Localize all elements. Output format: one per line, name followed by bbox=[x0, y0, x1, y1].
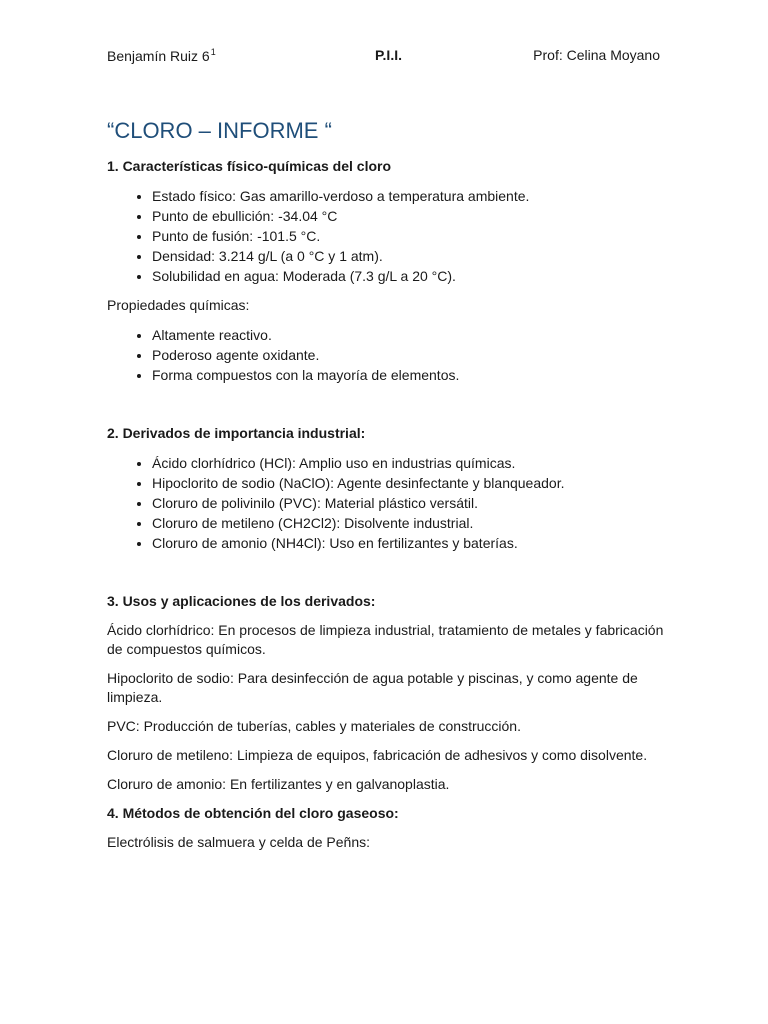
teacher-name: Prof: Celina Moyano bbox=[533, 47, 660, 63]
section-heading-2: 2. Derivados de importancia industrial: bbox=[107, 425, 366, 441]
footnote-marker: 1 bbox=[210, 47, 216, 57]
list-item: • Cloruro de polivinilo (PVC): Material plástico versátil. bbox=[152, 493, 667, 513]
derivatives-list bbox=[107, 453, 667, 553]
section-heading-4: 4. Métodos de obtención del cloro gaseoso: bbox=[107, 805, 399, 821]
list-item: • Densidad: 3.214 g/L (a 0 °C y 1 atm). bbox=[152, 246, 667, 266]
list-item: • Punto de fusión: -101.5 °C. bbox=[152, 226, 667, 246]
author-name bbox=[107, 47, 216, 64]
course-code: P.I.I. bbox=[375, 47, 402, 63]
paragraph: Cloruro de metileno: Limpieza de equipos, fabricación de adhesivos y como disolvente. bbox=[107, 747, 648, 763]
section-heading-3: 3. Usos y aplicaciones de los derivados: bbox=[107, 593, 376, 609]
spacer bbox=[107, 395, 667, 424]
list-item: • Cloruro de metileno (CH2Cl2): Disolvente industrial. bbox=[152, 513, 667, 533]
paragraph: Electrólisis de salmuera y celda de Peñns: bbox=[107, 834, 371, 850]
chemical-properties-label: Propiedades químicas: bbox=[107, 297, 250, 313]
physical-properties-list bbox=[107, 186, 667, 286]
list-item: • Ácido clorhídrico (HCl): Amplio uso en industrias químicas. bbox=[152, 453, 667, 473]
list-item: • Punto de ebullición: -34.04 °C bbox=[152, 206, 667, 226]
paragraph: PVC: Producción de tuberías, cables y materiales de construcción. bbox=[107, 718, 521, 734]
section-heading-1: 1. Características físico-químicas del cloro bbox=[107, 158, 392, 174]
paragraph: Cloruro de amonio: En fertilizantes y en galvanoplastia. bbox=[107, 776, 450, 792]
paragraph: Ácido clorhídrico: En procesos de limpieza industrial, tratamiento de metales y fabricación de compuestos químicos. bbox=[107, 622, 664, 657]
list-item: • Altamente reactivo. bbox=[152, 325, 667, 345]
list-item: • Solubilidad en agua: Moderada (7.3 g/L a 20 °C). bbox=[152, 266, 667, 286]
page-header bbox=[107, 47, 660, 67]
spacer bbox=[107, 563, 667, 592]
document-title: “CLORO – INFORME “ bbox=[107, 118, 332, 143]
list-item: • Estado físico: Gas amarillo-verdoso a temperatura ambiente. bbox=[152, 186, 667, 206]
list-item: • Hipoclorito de sodio (NaClO): Agente desinfectante y blanqueador. bbox=[152, 473, 667, 493]
list-item: • Forma compuestos con la mayoría de elementos. bbox=[152, 365, 667, 385]
chemical-properties-list bbox=[107, 325, 667, 385]
list-item: • Cloruro de amonio (NH4Cl): Uso en fertilizantes y baterías. bbox=[152, 533, 667, 553]
paragraph: Hipoclorito de sodio: Para desinfección de agua potable y piscinas, y como agente de limpieza. bbox=[107, 670, 638, 705]
list-item: • Poderoso agente oxidante. bbox=[152, 345, 667, 365]
author-text: Benjamín Ruiz 6 bbox=[107, 48, 210, 64]
document-body bbox=[107, 116, 667, 862]
